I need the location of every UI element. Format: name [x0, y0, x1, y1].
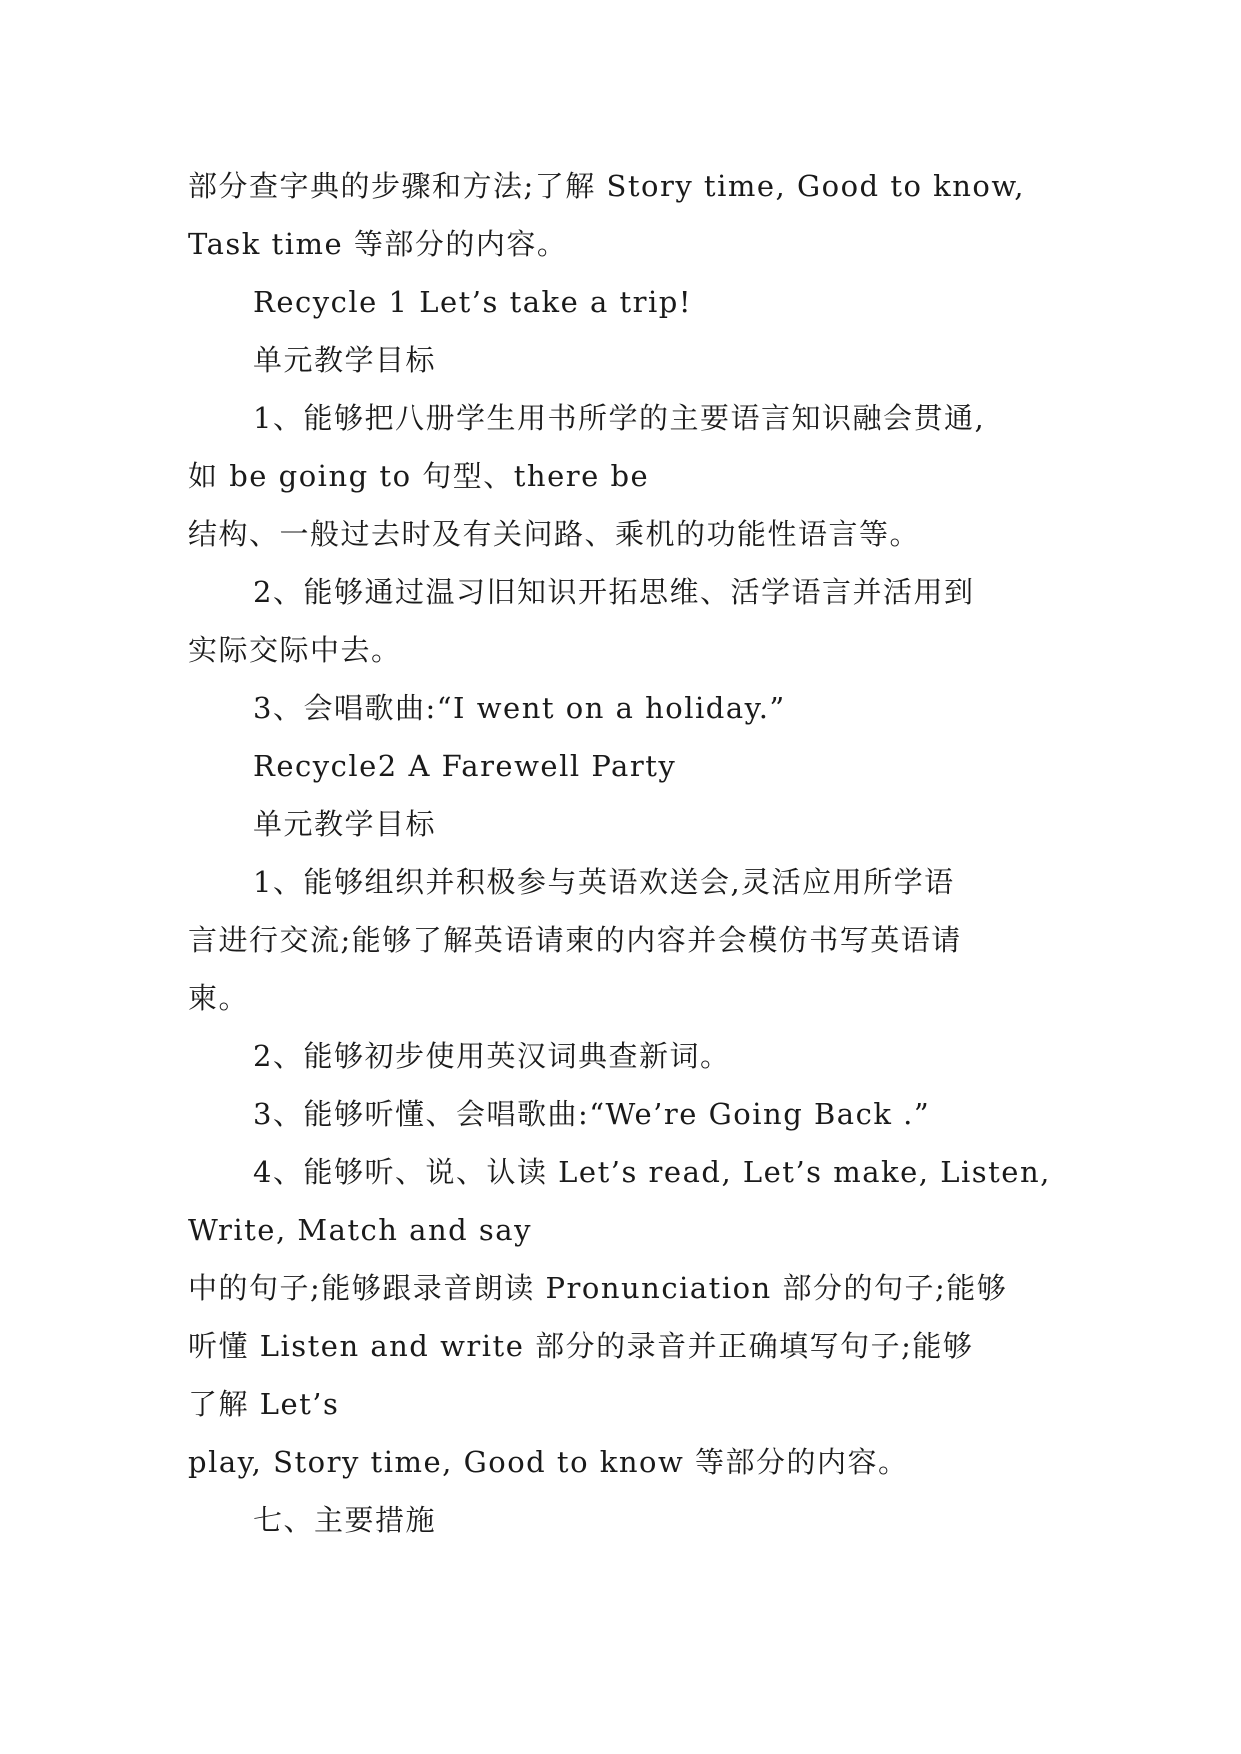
unit-goals-heading-1: 单元教学目标 [253, 343, 437, 377]
goal-item-1-1: 1、能够把八册学生用书所学的主要语言知识融会贯通, [253, 401, 986, 435]
goal-item-1-2: 2、能够通过温习旧知识开拓思维、活学语言并活用到 [253, 575, 975, 609]
text-line-22: 了解 Let’s [188, 1387, 340, 1421]
text-line-6: 如 be going to 句型、there be [188, 459, 650, 493]
section-heading-recycle-2: Recycle2 A Farewell Party [253, 749, 677, 783]
goal-item-1-3: 3、会唱歌曲:“I went on a holiday.” [253, 691, 786, 725]
section-heading-recycle-1: Recycle 1 Let’s take a trip! [253, 285, 692, 319]
text-line-23: play, Story time, Good to know 等部分的内容。 [188, 1445, 909, 1479]
section-heading-main-measures: 七、主要措施 [253, 1503, 437, 1537]
unit-goals-heading-2: 单元教学目标 [253, 807, 437, 841]
text-line-14: 言进行交流;能够了解英语请柬的内容并会模仿书写英语请 [188, 923, 962, 957]
goal-item-2-2: 2、能够初步使用英汉词典查新词。 [253, 1039, 731, 1073]
text-line-9: 实际交际中去。 [188, 633, 402, 667]
goal-item-2-1: 1、能够组织并积极参与英语欢送会,灵活应用所学语 [253, 865, 955, 899]
goal-item-2-3: 3、能够听懂、会唱歌曲:“We’re Going Back .” [253, 1097, 931, 1131]
text-line-19: Write, Match and say [188, 1213, 532, 1247]
goal-item-2-4: 4、能够听、说、认读 Let’s read, Let’s make, Listen, [253, 1155, 1051, 1189]
text-line-21: 听懂 Listen and write 部分的录音并正确填写句子;能够 [188, 1329, 974, 1363]
text-line-15: 柬。 [188, 981, 250, 1015]
text-line-20: 中的句子;能够跟录音朗读 Pronunciation 部分的句子;能够 [188, 1271, 1008, 1305]
text-line-2: Task time 等部分的内容。 [188, 227, 568, 261]
text-line-1: 部分查字典的步骤和方法;了解 Story time, Good to know, [188, 169, 1025, 203]
text-line-7: 结构、一般过去时及有关问路、乘机的功能性语言等。 [188, 517, 921, 551]
